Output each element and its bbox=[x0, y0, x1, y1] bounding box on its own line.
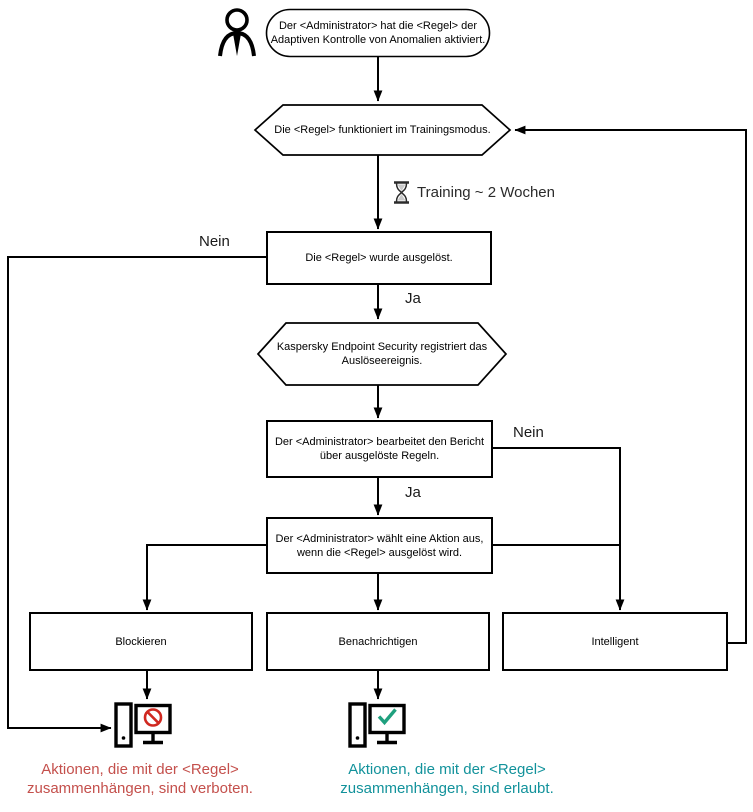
node-admin-selects-line1: Der <Administrator> wählt eine Aktion aus, bbox=[275, 532, 484, 545]
node-action-smart-shape bbox=[503, 613, 727, 670]
node-event-registered-line2: Auslöseereignis. bbox=[341, 355, 423, 367]
caption-forbidden-line2: zusammenhängen, sind verboten. bbox=[27, 780, 253, 797]
person-icon bbox=[220, 10, 254, 56]
edge-label-ja-trigger: Ja bbox=[405, 290, 421, 307]
node-admin-reviews-shape bbox=[267, 421, 492, 477]
computer-allowed-icon bbox=[350, 704, 404, 746]
node-action-block-label: Blockieren bbox=[115, 635, 167, 648]
node-action-block-shape bbox=[30, 613, 252, 670]
edge-report-nein-to-smart bbox=[492, 448, 620, 610]
node-admin-reviews-line2: über ausgelöste Regeln. bbox=[319, 450, 440, 462]
hourglass-icon bbox=[394, 183, 409, 203]
edge-label-nein-left: Nein bbox=[199, 233, 230, 250]
edge-smart-loop-to-training bbox=[515, 130, 746, 643]
node-event-registered-line1: Kaspersky Endpoint Security registriert das bbox=[276, 341, 488, 353]
caption-allowed-line1: Aktionen, die mit der <Regel> bbox=[348, 761, 546, 778]
caption-forbidden bbox=[8, 760, 272, 798]
caption-allowed-line2: zusammenhängen, sind erlaubt. bbox=[340, 780, 554, 797]
node-rule-triggered-shape bbox=[267, 232, 491, 284]
caption-forbidden-line1: Aktionen, die mit der <Regel> bbox=[41, 761, 239, 778]
computer-blocked-icon bbox=[116, 704, 170, 746]
caption-allowed bbox=[314, 760, 580, 798]
node-admin-selects-shape bbox=[267, 518, 492, 573]
node-action-notify-label: Benachrichtigen bbox=[338, 635, 418, 648]
node-shapes bbox=[30, 10, 727, 671]
node-rule-triggered-label: Die <Regel> wurde ausgelöst. bbox=[305, 252, 453, 264]
training-duration-label: Training ~ 2 Wochen bbox=[417, 184, 555, 201]
node-start-line1: Der <Administrator> hat die <Regel> der bbox=[278, 20, 478, 32]
node-admin-selects-line2: wenn die <Regel> ausgelöst wird. bbox=[296, 546, 463, 559]
edge-label-ja-report: Ja bbox=[405, 484, 421, 501]
node-training-mode-label: Die <Regel> funktioniert im Trainingsmodus. bbox=[274, 124, 491, 136]
edge-select-to-block bbox=[147, 545, 267, 610]
node-action-notify-shape bbox=[267, 613, 489, 670]
node-training-mode-shape bbox=[255, 105, 510, 155]
node-admin-reviews-line1: Der <Administrator> bearbeitet den Bericht bbox=[274, 436, 485, 448]
node-event-registered-shape bbox=[258, 323, 506, 385]
node-start-line2: Adaptiven Kontrolle von Anomalien aktiviert. bbox=[270, 34, 486, 46]
node-start-shape bbox=[267, 10, 490, 57]
node-action-smart-label: Intelligent bbox=[591, 635, 639, 648]
edge-label-nein-right: Nein bbox=[513, 424, 544, 441]
